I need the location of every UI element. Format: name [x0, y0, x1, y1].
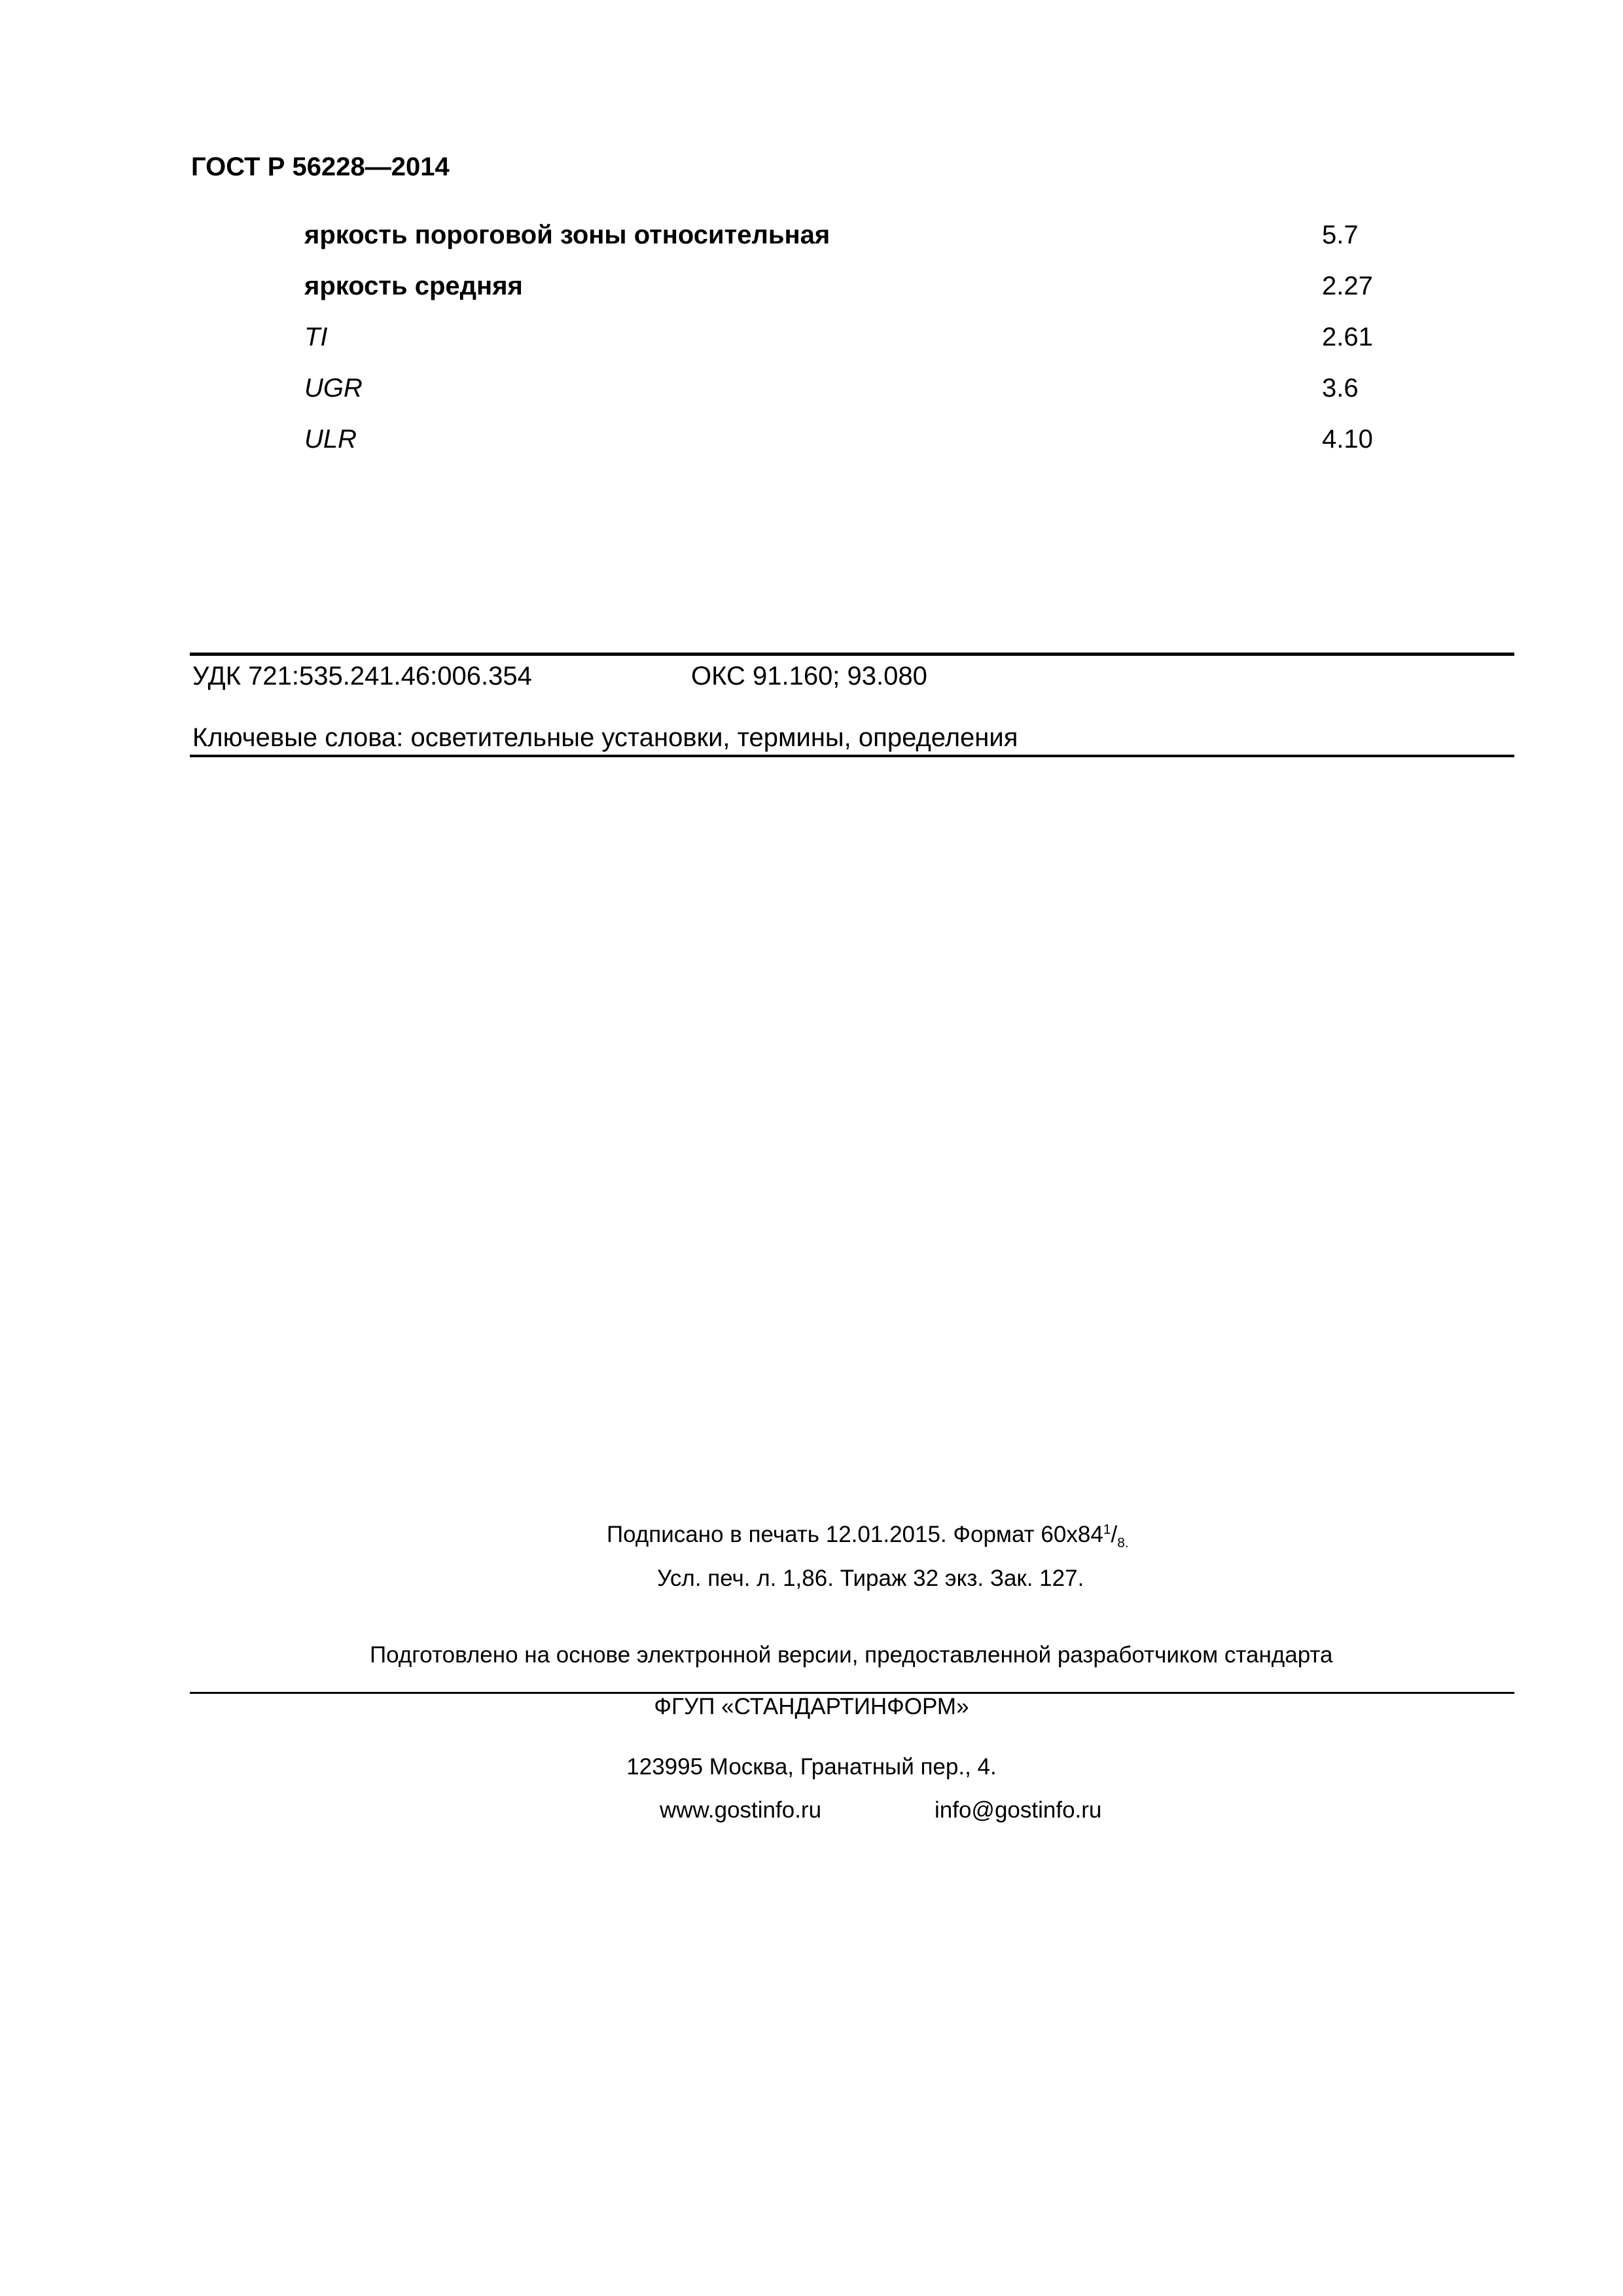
- publisher-website-link[interactable]: www.gostinfo.ru: [660, 1797, 822, 1823]
- classification-bottom-rule: [190, 755, 1514, 757]
- index-term: яркость средняя: [304, 272, 523, 300]
- print-signed-line: Подписано в печать 12.01.2015. Формат $60x84^1/_{8.}$: [607, 1522, 1129, 1551]
- index-row: [304, 374, 1417, 413]
- publisher-email-link[interactable]: info@gostinfo.ru: [935, 1797, 1102, 1823]
- publisher-address: 123995 Москва, Гранатный пер., 4.: [626, 1754, 997, 1780]
- index-term: ULR: [304, 425, 357, 454]
- index-ref: 2.61: [1322, 323, 1373, 351]
- index-ref: 4.10: [1322, 425, 1373, 454]
- index-row: [304, 323, 1417, 362]
- index-row: [304, 221, 1417, 260]
- index-ref: 2.27: [1322, 272, 1373, 300]
- index-row: [304, 425, 1417, 464]
- classification-top-rule: [190, 653, 1514, 656]
- index-term: UGR: [304, 374, 363, 403]
- publisher-name: ФГУП «СТАНДАРТИНФОРМ»: [654, 1694, 969, 1719]
- print-sheets-line: Усл. печ. л. 1,86. Тираж 32 экз. Зак. 127.: [657, 1566, 1084, 1591]
- index-term: TI: [304, 323, 328, 351]
- index-term: яркость пороговой зоны относительная: [304, 221, 830, 249]
- keywords: Ключевые слова: осветительные установки, термины, определения: [192, 723, 1018, 752]
- udc-code: УДК 721:535.241.46:006.354: [192, 662, 532, 691]
- index-ref: 5.7: [1322, 221, 1359, 249]
- prepared-note: Подготовлено на основе электронной версии, предоставленной разработчиком стандарта: [370, 1642, 1333, 1668]
- oks-code: ОКС 91.160; 93.080: [691, 662, 927, 691]
- index-row: [304, 272, 1417, 311]
- index-ref: 3.6: [1322, 374, 1359, 403]
- document-code: ГОСТ Р 56228—2014: [191, 152, 450, 181]
